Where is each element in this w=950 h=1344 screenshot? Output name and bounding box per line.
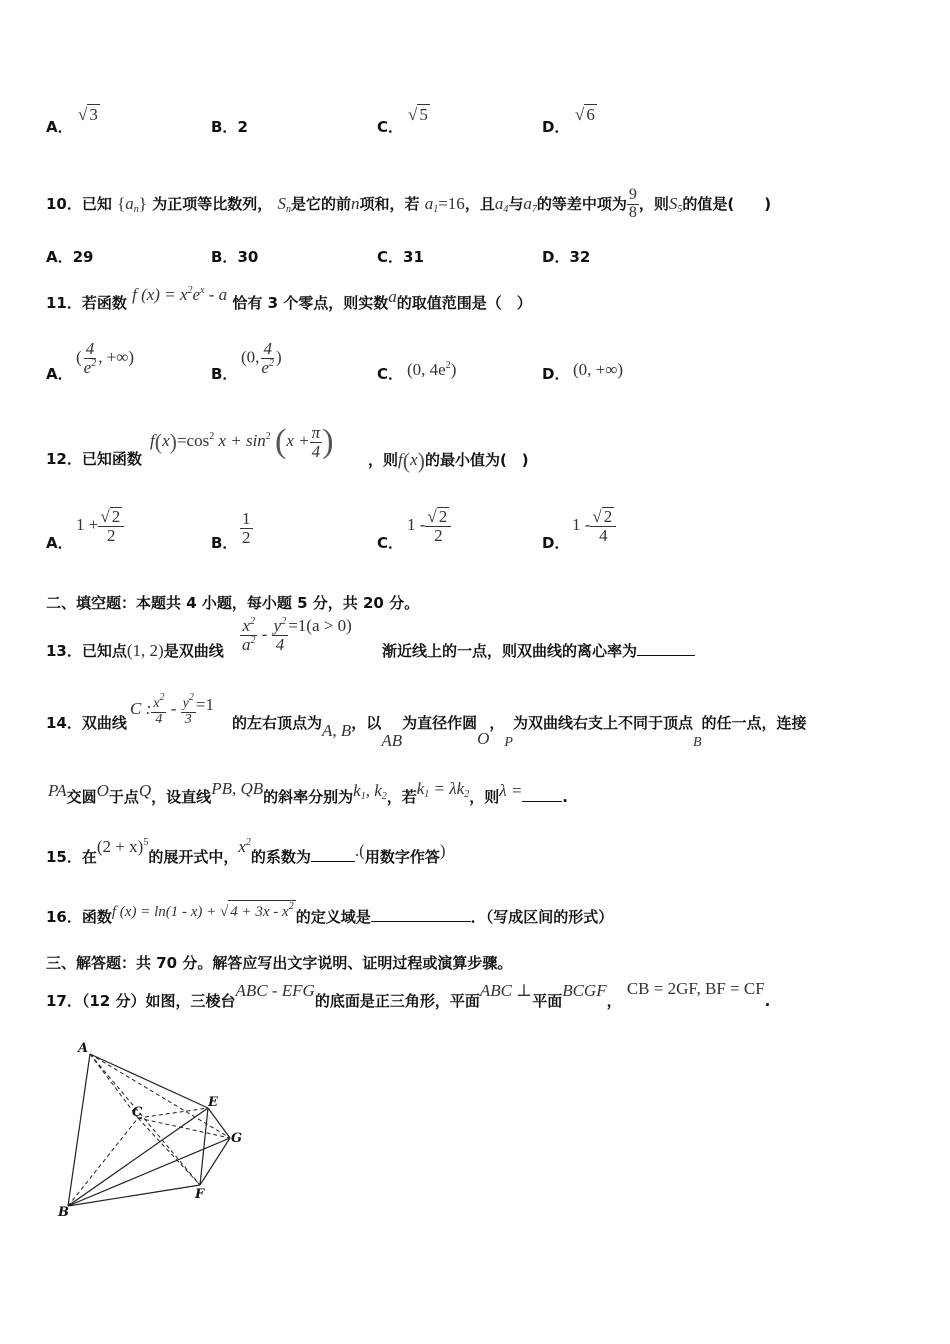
q16-answer-blank[interactable] bbox=[371, 921, 471, 922]
q14-answer-blank[interactable] bbox=[522, 801, 562, 802]
q12-stem-tail: ，则f(x)的最小值为( ) bbox=[368, 448, 529, 473]
figure-label-b: B bbox=[58, 1205, 69, 1220]
q11-option-a[interactable]: A． bbox=[46, 365, 73, 383]
q11-option-d-value: (0, +∞) bbox=[573, 360, 624, 379]
q10-sequence: $\{a_n\}$ bbox=[117, 193, 147, 215]
q12-function: $f(x)=\cos^2$ $x + \sin^2 (x$ + $\frac{\pi}{4}$ ) bbox=[150, 422, 334, 461]
q14-hyperbola: C : $\frac{x^2}{4}$ - $\frac{y^2}{3}$ =1 bbox=[130, 692, 214, 727]
q11-option-b[interactable]: B． bbox=[211, 365, 238, 383]
figure-label-e: E bbox=[208, 1095, 218, 1110]
q9-option-d[interactable]: D． bbox=[542, 118, 570, 136]
q17-stem: 17．（12 分）如图，三棱台ABC - EFG的底面是正三角形，平面ABC ⊥平面BCGF， CB = 2GF, BF = CF. bbox=[46, 979, 771, 1010]
q12-option-a[interactable]: A． bbox=[46, 534, 73, 552]
q11-option-a-value: ( $\frac{4}{e^2}$ , +∞) bbox=[76, 339, 135, 377]
q12-option-d-value: 1 - $\frac{√ 2}{4}$ bbox=[572, 507, 616, 545]
q11-option-d[interactable]: D． bbox=[542, 365, 570, 383]
figure-label-c: C bbox=[132, 1105, 143, 1120]
q11-option-c[interactable]: C． bbox=[377, 365, 404, 383]
q12-option-c-value: 1 - $\frac{√ 2}{2}$ bbox=[407, 507, 451, 545]
q10-option-d[interactable]: D．32 bbox=[542, 248, 591, 266]
q10-fraction: $\frac{9}{8}$ bbox=[628, 186, 637, 221]
q11-stem: 11．若函数 f $(x) = x^2e^x - a$ 恰有 3 个零点，则实数a的取值范围是（ ） bbox=[46, 285, 532, 312]
figure-label-g: G bbox=[231, 1131, 243, 1146]
q12-stem: 12．已知函数 bbox=[46, 450, 142, 468]
q15-answer-blank[interactable] bbox=[311, 861, 355, 862]
frustum-figure bbox=[40, 1038, 260, 1223]
q15-stem: 15．在$(2 + x)^5$的展开式中，$x^2$的系数为 .(用数字作答) bbox=[46, 837, 446, 866]
section-3-heading: 三、解答题：共 70 分。解答应写出文字说明、证明过程或演算步骤。 bbox=[46, 954, 513, 972]
q10-option-c[interactable]: C．31 bbox=[377, 248, 424, 266]
q11-option-b-value: (0, $\frac{4}{e^2}$ ) bbox=[241, 339, 282, 377]
q10-option-a[interactable]: A．29 bbox=[46, 248, 94, 266]
q10-stem: 10．已知 $\{a_n\}$ 为正项等比数列， $S_n$是它的前n项和，若 $a_1=16$，且$a_4$与$a_7$的等差中项为 $\frac{9}{8}$ ，则$S_5$的值是( ) bbox=[46, 186, 772, 221]
q13-answer-blank[interactable] bbox=[637, 655, 695, 656]
q13-stem-tail: 渐近线上的一点，则双曲线的离心率为 bbox=[382, 640, 695, 661]
q14-stem-line1b: 的左右顶点为A, B，以AB为直径作圆O，P为双曲线右支上不同于顶点B的任一点，连接 bbox=[232, 714, 807, 750]
q13-hyperbola: $\frac{x^2}{a^2}$ - $\frac{y^2}{4}$ =1(a > 0) bbox=[242, 616, 352, 654]
q9-option-a-value: √ 3 bbox=[78, 105, 98, 124]
q11-function: f $(x) = x^2e^x - a$ bbox=[132, 285, 228, 304]
q13-stem: 13．已知点(1, 2)是双曲线 bbox=[46, 641, 224, 660]
q14-stem-line2: PA交圆O于点Q，设直线PB, QB的斜率分别为$k_1$, $k_2$，若$k_1 = \lambda k_2$，则λ = . bbox=[48, 779, 568, 806]
q9-option-c-value: √ 5 bbox=[408, 105, 428, 124]
q11-option-c-value: (0, $4e^2$) bbox=[407, 360, 457, 379]
q9-option-a[interactable]: A． bbox=[46, 118, 73, 136]
section-2-heading: 二、填空题：本题共 4 小题，每小题 5 分，共 20 分。 bbox=[46, 594, 420, 612]
q12-option-a-value: 1 + $\frac{√ 2}{2}$ bbox=[76, 507, 124, 545]
q14-stem-line1: 14．双曲线 bbox=[46, 714, 127, 732]
q10-option-b[interactable]: B．30 bbox=[211, 248, 259, 266]
q9-option-c[interactable]: C． bbox=[377, 118, 404, 136]
q12-option-c[interactable]: C． bbox=[377, 534, 404, 552]
figure-label-f: F bbox=[195, 1187, 205, 1202]
q12-option-b-value: $\frac{1}{2}$ bbox=[242, 509, 251, 547]
q12-option-b[interactable]: B． bbox=[211, 534, 238, 552]
q12-option-d[interactable]: D． bbox=[542, 534, 570, 552]
q9-option-d-value: √ 6 bbox=[575, 105, 595, 124]
q9-option-b[interactable]: B．2 bbox=[211, 118, 248, 136]
q16-stem: 16．函数f (x) = ln(1 - x) + √ $4 + 3x - x^2$的定义域是 ．（写成区间的形式） bbox=[46, 901, 614, 926]
figure-label-a: A bbox=[78, 1041, 89, 1056]
